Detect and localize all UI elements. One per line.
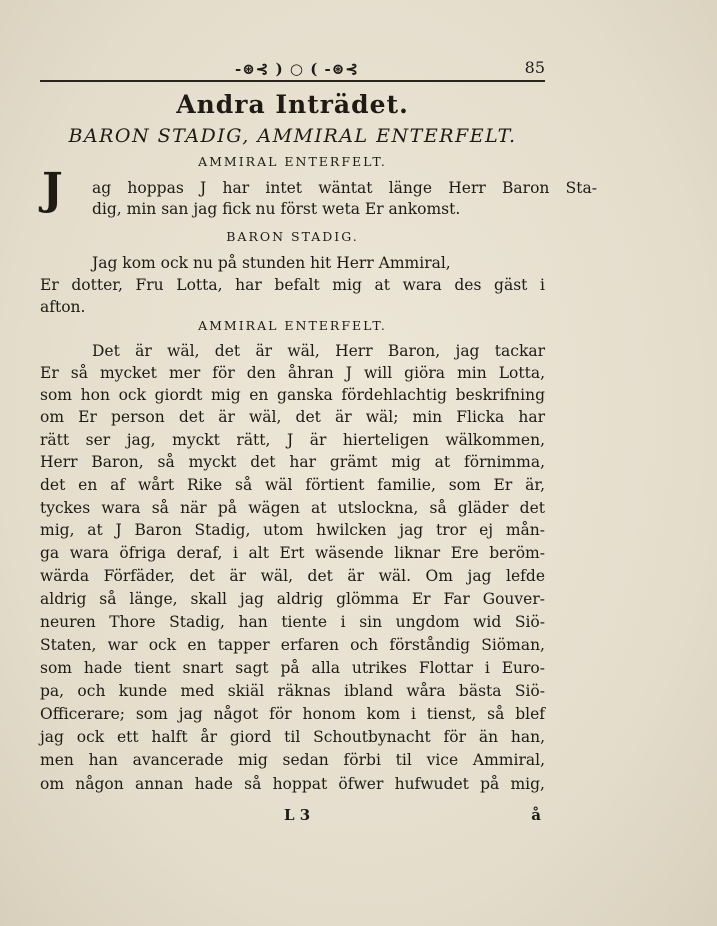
text-line: Herr Baron, så myckt det har grämt mig at förnimma, [40, 453, 545, 471]
text-line: Er så mycket mer för den åhran J will giöra min Lotta, [40, 364, 545, 382]
text-line: men han avancerade mig sedan förbi til vice Ammiral, [40, 751, 545, 769]
catchword: å [531, 806, 541, 824]
text-line: Staten, war ock en tapper erfaren och förståndig Siöman, [40, 636, 545, 654]
text-line: dig, min san jag fick nu först weta Er ankomst. [92, 200, 461, 218]
text-line: Officerare; som jag något för honom kom i tienst, så blef [40, 705, 545, 723]
text-line: ga wara öfriga deraf, i alt Ert wäsende liknar Ere beröm- [40, 544, 545, 562]
text-line: afton. [40, 298, 86, 316]
text-line: rätt ser jag, myckt rätt, J är hierteligen wälkommen, [40, 431, 545, 449]
text-line: om någon annan hade så hoppat öfwer hufwudet på mig, [40, 775, 545, 793]
text-line: Det är wäl, det är wäl, Herr Baron, jag tackar [92, 342, 545, 360]
text-line: neuren Thore Stadig, han tiente i sin ungdom wid Siö- [40, 613, 545, 631]
text-line: mig, at J Baron Stadig, utom hwilcken jag tror ej mån- [40, 521, 545, 539]
signature-mark: L 3 [284, 806, 311, 824]
text-line: pa, och kunde med skiäl räknas ibland wåra bästa Siö- [40, 682, 545, 700]
page-footer [40, 806, 545, 828]
header-rule [40, 80, 545, 82]
text-line: det en af wårt Rike så wäl förtient familie, som Er är, [40, 476, 545, 494]
text-line: wärda Förfäder, det är wäl, det är wäl. Om jag lefde [40, 567, 545, 585]
act-title: Andra Inträdet. [176, 90, 409, 119]
header-ornament: -⊛⊰ ) ○ ( -⊛⊰ [235, 60, 359, 78]
cast-list: BARON STADIG, AMMIRAL ENTERFELT. [68, 125, 517, 147]
text-line: jag ock ett halft år giord til Schoutbynacht för än han, [40, 728, 545, 746]
speaker-label: AMMIRAL ENTERFELT. [198, 154, 387, 169]
text-line: Jag kom ock nu på stunden hit Herr Ammiral, [92, 254, 451, 272]
page-number: 85 [524, 58, 545, 77]
speaker-label: BARON STADIG. [226, 229, 359, 244]
text-line: om Er person det är wäl, det är wäl; min Flicka har [40, 408, 545, 426]
text-line: Er dotter, Fru Lotta, har befalt mig at wara des gäst i [40, 276, 545, 294]
text-line: som hade tient snart sagt på alla utrikes Flottar i Euro- [40, 659, 545, 677]
text-line: som hon ock giordt mig en ganska fördehlachtig beskrifning [40, 386, 545, 404]
text-line: ag hoppas J har intet wäntat länge Herr Baron Sta- [92, 179, 597, 197]
text-line: tyckes wara så när på wägen at utslockna, så gläder det [40, 499, 545, 517]
text-line: aldrig så länge, skall jag aldrig glömma Er Far Gouver- [40, 590, 545, 608]
speaker-label: AMMIRAL ENTERFELT. [198, 318, 387, 333]
drop-cap: J [42, 164, 63, 215]
